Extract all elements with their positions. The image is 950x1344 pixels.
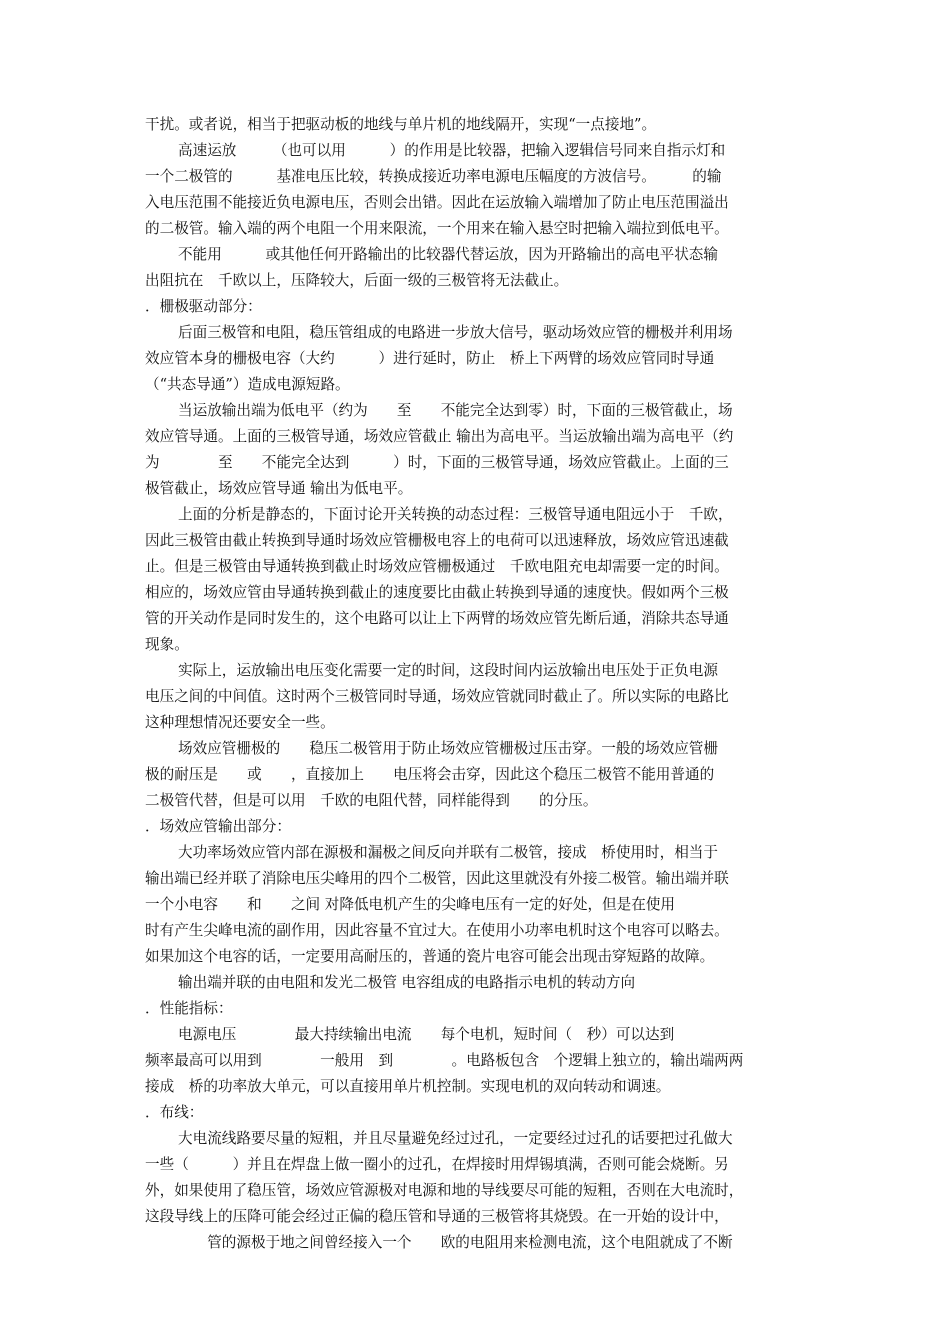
text-line: 不能用 或其他任何开路输出的比较器代替运放，因为开路输出的高电平状态输	[178, 246, 718, 263]
text-line: 这种理想情况还要安全一些。	[145, 714, 335, 731]
text-line: 现象。	[145, 636, 189, 653]
text-line: ．布线：	[145, 1104, 204, 1121]
text-line: 一个二极管的 基准电压比较，转换成接近功率电源电压幅度的方波信号。 的输	[145, 168, 722, 185]
text-line: 接成 桥的功率放大单元，可以直接用单片机控制。实现电机的双向转动和调速。	[145, 1078, 671, 1095]
text-line: ．场效应管输出部分：	[145, 818, 291, 835]
text-line: 相应的，场效应管由导通转换到截止的速度要比由截止转换到导通的速度快。假如两个三极	[145, 584, 729, 601]
text-line: （“共态导通”）造成电源短路。	[145, 376, 350, 393]
text-line: 为 至 不能完全达到 ）时，下面的三极管导通，场效应管截止。上面的三	[145, 454, 729, 471]
text-line: 输出端已经并联了消除电压尖峰用的四个二极管，因此这里就没有外接二极管。输出端并联	[145, 870, 729, 887]
text-line: 干扰。或者说，相当于把驱动板的地线与单片机的地线隔开，实现“一点接地”。	[145, 116, 657, 133]
text-line: ．性能指标：	[145, 1000, 233, 1017]
text-line: 实际上，运放输出电压变化需要一定的时间，这段时间内运放输出电压处于正负电源	[178, 662, 718, 679]
text-line: 外，如果使用了稳压管，场效应管源极对电源和地的导线要尽可能的短粗，否则在大电流时，	[145, 1182, 744, 1199]
text-line: 管的开关动作是同时发生的，这个电路可以让上下两臂的场效应管先断后通，消除共态导通	[145, 610, 729, 627]
text-line: 电源电压 最大持续输出电流 每个电机，短时间（ 秒）可以达到	[178, 1026, 675, 1043]
document-body	[145, 112, 815, 1256]
text-line: 上面的分析是静态的，下面讨论开关转换的动态过程：三极管导通电阻远小于 千欧，	[178, 506, 733, 523]
text-line: 场效应管栅极的 稳压二极管用于防止场效应管栅极过压击穿。一般的场效应管栅	[178, 740, 718, 757]
text-line: 一个小电容 和 之间 对降低电机产生的尖峰电压有一定的好处，但是在使用	[145, 896, 676, 913]
text-line: 后面三极管和电阻，稳压管组成的电路进一步放大信号，驱动场效应管的栅极并利用场	[178, 324, 733, 341]
text-line: 电压之间的中间值。这时两个三极管同时导通，场效应管就同时截止了。所以实际的电路比	[145, 688, 729, 705]
text-line: 时有产生尖峰电流的副作用，因此容量不宜过大。在使用小功率电机时这个电容可以略去。	[145, 922, 729, 939]
text-line: 极管截止，场效应管导通 输出为低电平。	[145, 480, 413, 497]
text-line: 一些（ ）并且在焊盘上做一圈小的过孔，在焊接时用焊锡填满，否则可能会烧断。另	[145, 1156, 729, 1173]
text-line: 大功率场效应管内部在源极和漏极之间反向并联有二极管，接成 桥使用时，相当于	[178, 844, 718, 861]
text-line: 高速运放 （也可以用 ）的作用是比较器，把输入逻辑信号同来自指示灯和	[178, 142, 726, 159]
text-line: 止。但是三极管由导通转换到截止时场效应管栅极通过 千欧电阻充电却需要一定的时间。	[145, 558, 729, 575]
text-line: 如果加这个电容的话，一定要用高耐压的，普通的瓷片电容可能会出现击穿短路的故障。	[145, 948, 715, 965]
text-line: 极的耐压是 或 ，直接加上 电压将会击穿，因此这个稳压二极管不能用普通的	[145, 766, 715, 783]
text-line: ．栅极驱动部分：	[145, 298, 262, 315]
text-line: 当运放输出端为低电平（约为 至 不能完全达到零）时，下面的三极管截止，场	[178, 402, 733, 419]
text-line: 频率最高可以用到 一般用 到 。电路板包含 个逻辑上独立的，输出端两两	[145, 1052, 744, 1069]
text-line: 效应管本身的栅极电容（大约 ）进行延时，防止 桥上下两臂的场效应管同时导通	[145, 350, 715, 367]
text-line: 大电流线路要尽量的短粗，并且尽量避免经过过孔，一定要经过过孔的话要把过孔做大	[178, 1130, 733, 1147]
text-line: 因此三极管由截止转换到导通时场效应管栅极电容上的电荷可以迅速释放，场效应管迅速截	[145, 532, 729, 549]
text-line: 管的源极于地之间曾经接入一个 欧的电阻用来检测电流，这个电阻就成了不断	[178, 1234, 733, 1251]
text-line: 入电压范围不能接近负电源电压，否则会出错。因此在运放输入端增加了防止电压范围溢出	[145, 194, 729, 211]
text-line: 效应管导通。上面的三极管导通，场效应管截止 输出为高电平。当运放输出端为高电平（约	[145, 428, 734, 445]
text-line: 这段导线上的压降可能会经过正偏的稳压管和导通的三极管将其烧毁。在一开始的设计中，	[145, 1208, 729, 1225]
text-line: 的二极管。输入端的两个电阻一个用来限流，一个用来在输入悬空时把输入端拉到低电平。	[145, 220, 729, 237]
text-line: 出阻抗在 千欧以上，压降较大，后面一级的三极管将无法截止。	[145, 272, 569, 289]
text-line: 二极管代替，但是可以用 千欧的电阻代替，同样能得到 的分压。	[145, 792, 598, 809]
text-line: 输出端并联的由电阻和发光二极管 电容组成的电路指示电机的转动方向	[178, 974, 636, 991]
